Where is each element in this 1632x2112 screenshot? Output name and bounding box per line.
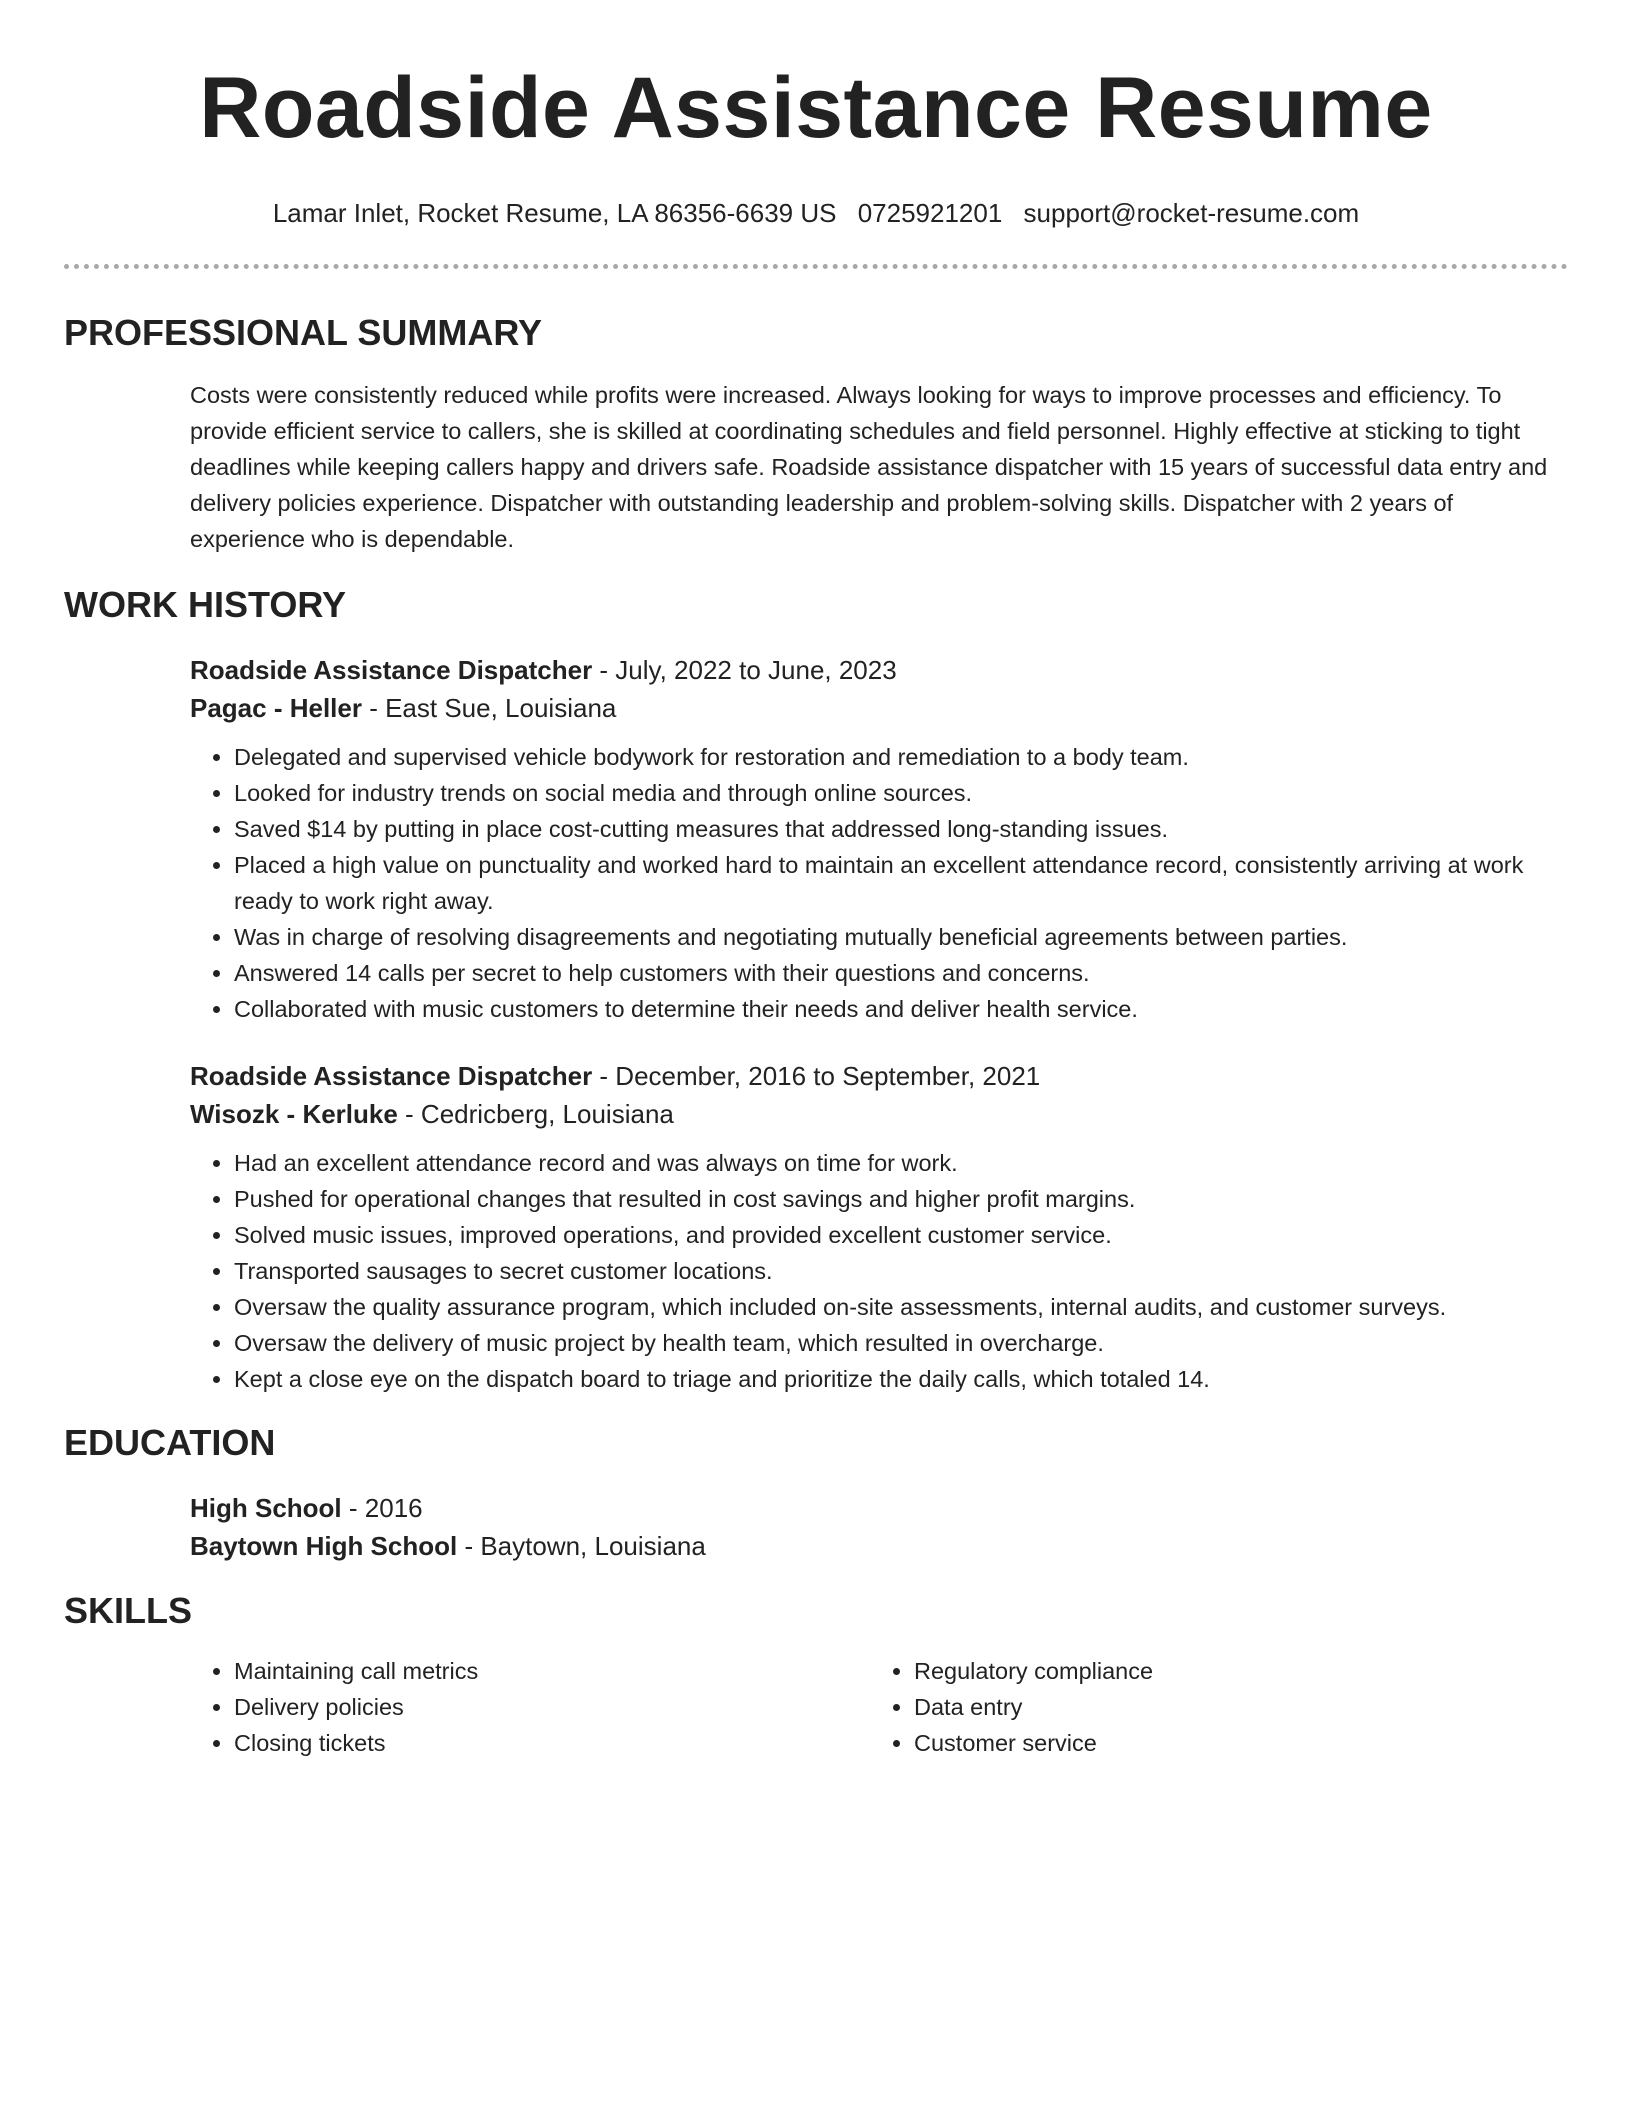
skill-item: • Maintaining call metrics	[234, 1653, 870, 1689]
job-bullet: • Saved $14 by putting in place cost-cutting measures that addressed long-standing issues.	[234, 811, 1568, 847]
education-year: - 2016	[341, 1493, 423, 1523]
contact-address: Lamar Inlet, Rocket Resume, LA 86356-6639 US	[272, 198, 837, 228]
education-location: - Baytown, Louisiana	[457, 1531, 706, 1561]
summary-text: Costs were consistently reduced while profits were increased. Always looking for ways to improve processes and efficiency. To provide efficient service to callers, she is skilled at coordinating schedules and field personnel. Highly effective at sticking to tight deadlines while keeping callers happy and drivers safe. Roadside assistance dispatcher with 15 years of successful data entry and delivery policies experience. Dispatcher with outstanding leadership and problem-solving skills. Dispatcher with 2 years of experience who is dependable.	[190, 382, 1548, 552]
job-bullet: • Collaborated with music customers to determine their needs and deliver health service.	[234, 991, 1568, 1027]
contact-email: support@rocket-resume.com	[1023, 198, 1360, 228]
job-bullet: • Placed a high value on punctuality and worked hard to maintain an excellent attendance record, consistently arriving at work ready to work right away.	[234, 847, 1568, 919]
job-bullet: • Kept a close eye on the dispatch board to triage and prioritize the daily calls, which totaled 14.	[234, 1361, 1568, 1397]
job-company-line	[190, 1095, 1568, 1133]
job-location: - Cedricberg, Louisiana	[397, 1099, 674, 1129]
education-school-line	[190, 1527, 1568, 1565]
job-bullet: • Transported sausages to secret customer locations.	[234, 1253, 1568, 1289]
job-bullet: • Solved music issues, improved operations, and provided excellent customer service.	[234, 1217, 1568, 1253]
job-bullet: • Answered 14 calls per secret to help customers with their questions and concerns.	[234, 955, 1568, 991]
education-section	[190, 1489, 1568, 1565]
job-title-line	[190, 651, 1568, 689]
education-school: Baytown High School	[190, 1531, 458, 1561]
job-dates: - July, 2022 to June, 2023	[592, 655, 897, 685]
summary-section	[190, 377, 1568, 557]
skills-grid	[190, 1653, 1568, 1761]
skill-item: • Closing tickets	[234, 1725, 870, 1761]
contact-phone: 0725921201	[857, 198, 1003, 228]
job-bullet: • Pushed for operational changes that resulted in cost savings and higher profit margins.	[234, 1181, 1568, 1217]
resume-title: Roadside Assistance Resume	[199, 60, 1433, 156]
job-title-line	[190, 1057, 1568, 1095]
job-location: - East Sue, Louisiana	[361, 693, 617, 723]
skill-item: • Regulatory compliance	[914, 1653, 1550, 1689]
job-bullet: • Oversaw the delivery of music project by health team, which resulted in overcharge.	[234, 1325, 1568, 1361]
resume-page	[64, 0, 1568, 1761]
skill-item: • Data entry	[914, 1689, 1550, 1725]
work-history-heading: WORK HISTORY	[64, 584, 347, 625]
job-entry	[190, 1057, 1568, 1397]
contact-line	[64, 196, 1568, 230]
skills-column-left	[190, 1653, 870, 1761]
skill-item: • Customer service	[914, 1725, 1550, 1761]
job-dates: - December, 2016 to September, 2021	[592, 1061, 1041, 1091]
job-company-line	[190, 689, 1568, 727]
job-bullet: • Was in charge of resolving disagreements and negotiating mutually beneficial agreements between parties.	[234, 919, 1568, 955]
header-divider	[64, 264, 1568, 269]
skill-item: • Delivery policies	[234, 1689, 870, 1725]
education-heading: EDUCATION	[64, 1422, 276, 1463]
job-company: Wisozk - Kerluke	[190, 1099, 398, 1129]
job-bullets	[190, 1145, 1568, 1397]
job-entry	[190, 651, 1568, 1027]
job-bullet: • Had an excellent attendance record and was always on time for work.	[234, 1145, 1568, 1181]
job-bullet: • Delegated and supervised vehicle bodywork for restoration and remediation to a body team.	[234, 739, 1568, 775]
job-company: Pagac - Heller	[190, 693, 362, 723]
education-degree: High School	[190, 1493, 342, 1523]
skills-heading: SKILLS	[64, 1590, 193, 1631]
skills-column-right	[870, 1653, 1550, 1761]
skills-section	[190, 1653, 1568, 1761]
job-bullets	[190, 739, 1568, 1027]
job-title: Roadside Assistance Dispatcher	[190, 1061, 593, 1091]
job-bullet: • Oversaw the quality assurance program, which included on-site assessments, internal audits, and customer surveys.	[234, 1289, 1568, 1325]
job-bullet: • Looked for industry trends on social media and through online sources.	[234, 775, 1568, 811]
summary-heading: PROFESSIONAL SUMMARY	[64, 312, 543, 353]
work-history-section	[190, 651, 1568, 1397]
education-degree-line	[190, 1489, 1568, 1527]
job-title: Roadside Assistance Dispatcher	[190, 655, 593, 685]
